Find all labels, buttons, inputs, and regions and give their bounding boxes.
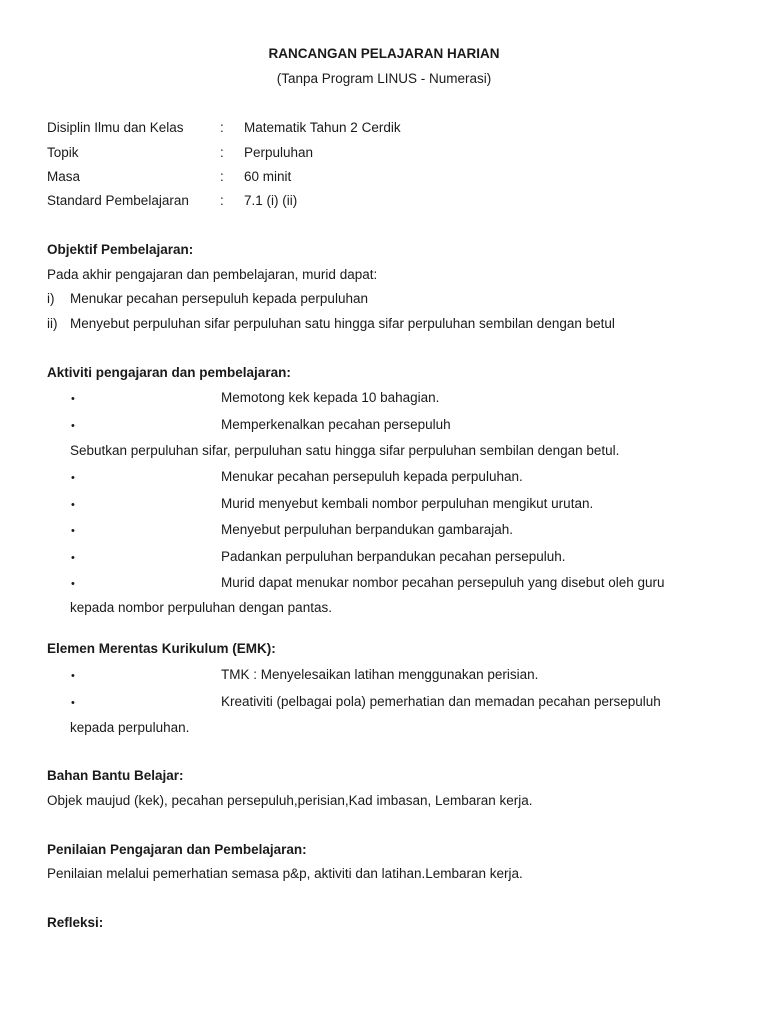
aktiviti-item: Murid dapat menukar nombor pecahan persepuluh yang disebut oleh guru — [221, 575, 665, 590]
bullet-icon: • — [71, 552, 75, 564]
objektif-intro: Pada akhir pengajaran dan pembelajaran, murid dapat: — [47, 267, 378, 282]
info-label-standard: Standard Pembelajaran — [47, 193, 189, 208]
aktiviti-item: Menukar pecahan persepuluh kepada perpuluhan. — [221, 469, 523, 484]
info-value-topik: Perpuluhan — [244, 145, 314, 160]
info-separator: : — [220, 169, 224, 184]
bullet-icon: • — [71, 393, 75, 405]
objektif-item-number: ii) — [47, 316, 58, 331]
info-label-disiplin: Disiplin Ilmu dan Kelas — [47, 120, 184, 135]
info-label-topik: Topik — [47, 145, 79, 160]
objektif-item-number: i) — [47, 291, 55, 306]
aktiviti-item: Murid menyebut kembali nombor perpuluhan mengikut urutan. — [221, 496, 594, 511]
info-separator: : — [220, 145, 224, 160]
penilaian-heading: Penilaian Pengajaran dan Pembelajaran: — [47, 842, 307, 857]
refleksi-heading: Refleksi: — [47, 915, 104, 930]
info-value-standard: 7.1 (i) (ii) — [244, 193, 298, 208]
aktiviti-heading: Aktiviti pengajaran dan pembelajaran: — [47, 365, 291, 380]
bullet-icon: • — [71, 499, 75, 511]
document-subtitle: (Tanpa Program LINUS - Numerasi) — [276, 71, 492, 86]
objektif-heading: Objektif Pembelajaran: — [47, 242, 194, 257]
aktiviti-note: Sebutkan perpuluhan sifar, perpuluhan satu hingga sifar perpuluhan sembilan dengan betul. — [70, 443, 620, 458]
emk-heading: Elemen Merentas Kurikulum (EMK): — [47, 641, 276, 656]
bahan-heading: Bahan Bantu Belajar: — [47, 768, 184, 783]
emk-continuation: kepada perpuluhan. — [70, 720, 190, 735]
info-label-masa: Masa — [47, 169, 81, 184]
bullet-icon: • — [71, 420, 75, 432]
objektif-item: Menukar pecahan persepuluh kepada perpuluhan — [70, 291, 368, 306]
info-value-masa: 60 minit — [244, 169, 292, 184]
bahan-text: Objek maujud (kek), pecahan persepuluh,perisian,Kad imbasan, Lembaran kerja. — [47, 793, 533, 808]
aktiviti-item: Menyebut perpuluhan berpandukan gambarajah. — [221, 522, 513, 537]
info-separator: : — [220, 193, 224, 208]
bullet-icon: • — [71, 525, 75, 537]
aktiviti-item: Padankan perpuluhan berpandukan pecahan persepuluh. — [221, 549, 566, 564]
objektif-item: Menyebut perpuluhan sifar perpuluhan satu hingga sifar perpuluhan sembilan dengan betul — [70, 316, 615, 331]
aktiviti-item: Memperkenalkan pecahan persepuluh — [221, 417, 451, 432]
emk-item: Kreativiti (pelbagai pola) pemerhatian dan memadan pecahan persepuluh — [221, 694, 661, 709]
bullet-icon: • — [71, 472, 75, 484]
document-title: RANCANGAN PELAJARAN HARIAN — [268, 46, 500, 61]
info-value-disiplin: Matematik Tahun 2 Cerdik — [244, 120, 401, 135]
aktiviti-item: Memotong kek kepada 10 bahagian. — [221, 390, 440, 405]
info-separator: : — [220, 120, 224, 135]
emk-item: TMK : Menyelesaikan latihan menggunakan perisian. — [221, 667, 539, 682]
bullet-icon: • — [71, 578, 75, 590]
bullet-icon: • — [71, 670, 75, 682]
bullet-icon: • — [71, 697, 75, 709]
aktiviti-continuation: kepada nombor perpuluhan dengan pantas. — [70, 600, 332, 615]
penilaian-text: Penilaian melalui pemerhatian semasa p&p, aktiviti dan latihan.Lembaran kerja. — [47, 866, 523, 881]
